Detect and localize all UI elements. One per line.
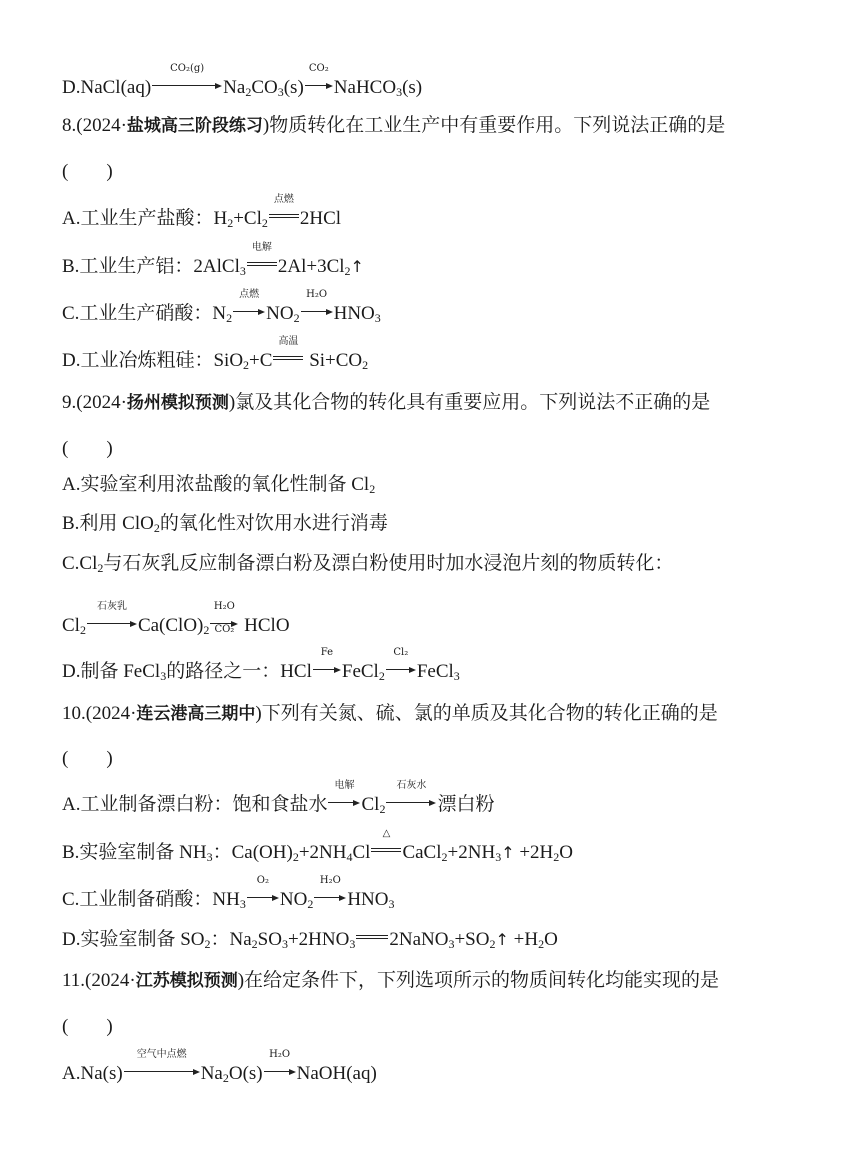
- q9-option-d: D.制备 FeCl$_3$的路径之一：HCl Fe FeCl$_2$ Cl₂ FeCl$_3$: [62, 647, 460, 683]
- q9-option-a: A.实验室利用浓盐酸的氧化性制备 $Cl_2$: [62, 474, 376, 496]
- q10-option-b: B.实验室制备 $NH_3$：$Ca(OH)_2+2NH_4Cl$ △ $CaCl_2+2NH_3↑ +2H_2O$: [62, 828, 574, 864]
- reaction-arrow-icon: 空气中点燃: [124, 1059, 200, 1079]
- q8-option-c: C.工业生产硝酸：$N_2$ 点燃 $NO_2$ H₂O $HNO_3$: [62, 289, 381, 325]
- reaction-arrow-icon: H₂O: [264, 1059, 296, 1079]
- reaction-arrow-icon: 电解: [328, 790, 360, 810]
- equals-sign-icon: 点燃: [269, 204, 299, 224]
- equals-sign-icon: 高温: [273, 346, 303, 366]
- reaction-arrow-icon: 石灰水: [386, 790, 436, 810]
- question-source: 扬州模拟预测: [126, 393, 229, 413]
- q9-option-b: B.利用 ClO$_2$的氧化性对饮用水进行消毒: [62, 513, 388, 535]
- question-source: 江苏模拟预测: [135, 971, 238, 991]
- q8-option-a: A.工业生产盐酸：$H_2+Cl_2$ 点燃 2HCl: [62, 194, 342, 230]
- q10-option-a: A.工业制备漂白粉：饱和食盐水 电解 $Cl_2$ 石灰水 漂白粉: [62, 780, 495, 816]
- gas-arrow-icon: ↑: [501, 843, 515, 862]
- q11-stem: 11.(2024·江苏模拟预测)在给定条件下，下列选项所示的物质间转化均能实现的是: [62, 970, 720, 991]
- q7-option-d: D.NaCl(aq) CO₂(g) $Na_2CO_3(s)$ CO₂ NaHCO$_3$(s): [62, 63, 423, 99]
- question-source: 连云港高三期中: [136, 704, 256, 724]
- gas-arrow-icon: ↑: [350, 257, 364, 276]
- reaction-arrow-icon: 石灰乳: [87, 611, 137, 631]
- q8-option-d: D.工业冶炼粗硅：SiO$_2$+C 高温 $Si+CO_2$: [62, 336, 369, 372]
- reaction-arrow-icon: 点燃: [233, 299, 265, 319]
- q10-option-c: C.工业制备硝酸：$NH_3$ O₂ $NO_2$ H₂O $HNO_3$: [62, 875, 395, 911]
- gas-arrow-icon: ↑: [495, 930, 509, 949]
- q11-answer-paren: ( ): [62, 1016, 113, 1037]
- reaction-arrow-icon: H₂O: [314, 885, 346, 905]
- equals-sign-icon: △: [371, 838, 401, 858]
- q8-answer-paren: ( ): [62, 161, 113, 182]
- reaction-arrow-icon: CO₂: [305, 73, 333, 93]
- reaction-arrow-icon: $\frac{\text{H₂O}}{\text{CO₂}}$: [210, 611, 238, 631]
- reaction-arrow-icon: H₂O: [301, 299, 333, 319]
- reaction-arrow-icon: Fe: [313, 657, 341, 677]
- q10-stem: 10.(2024·连云港高三期中)下列有关氮、硫、氯的单质及其化合物的转化正确的是: [62, 703, 718, 724]
- equals-sign-icon: [356, 925, 388, 945]
- q8-option-b: B.工业生产铝：2AlCl$_3$ 电解 $2Al+3Cl_2↑$: [62, 242, 364, 278]
- reaction-arrow-icon: O₂: [247, 885, 279, 905]
- q8-stem: 8.(2024·盐城高三阶段练习)物质转化在工业生产中有重要作用。下列说法正确的是: [62, 115, 726, 136]
- q9-answer-paren: ( ): [62, 438, 113, 459]
- q10-answer-paren: ( ): [62, 748, 113, 769]
- q9-option-c-equation: $Cl_2$ 石灰乳 $Ca(ClO)_2$ $\frac{\text{H₂O}}{\text{CO₂}}$ HClO: [62, 601, 290, 637]
- q10-option-d: D.实验室制备 $SO_2$：$Na_2SO_3+2HNO_3$ $2NaNO_3+SO_2↑ +H_2O$: [62, 925, 558, 952]
- question-source: 盐城高三阶段练习: [126, 116, 263, 136]
- q9-stem: 9.(2024·扬州模拟预测)氯及其化合物的转化具有重要应用。下列说法不正确的是: [62, 392, 711, 413]
- reaction-arrow-icon: Cl₂: [386, 657, 416, 677]
- q9-option-c: $C.Cl_2$与石灰乳反应制备漂白粉及漂白粉使用时加水浸泡片刻的物质转化：: [62, 553, 674, 575]
- equals-sign-icon: 电解: [247, 252, 277, 272]
- reaction-arrow-icon: CO₂(g): [152, 73, 222, 93]
- q11-option-a: A.Na(s) 空气中点燃 $Na_2O(s)$ H₂O NaOH(aq): [62, 1049, 377, 1085]
